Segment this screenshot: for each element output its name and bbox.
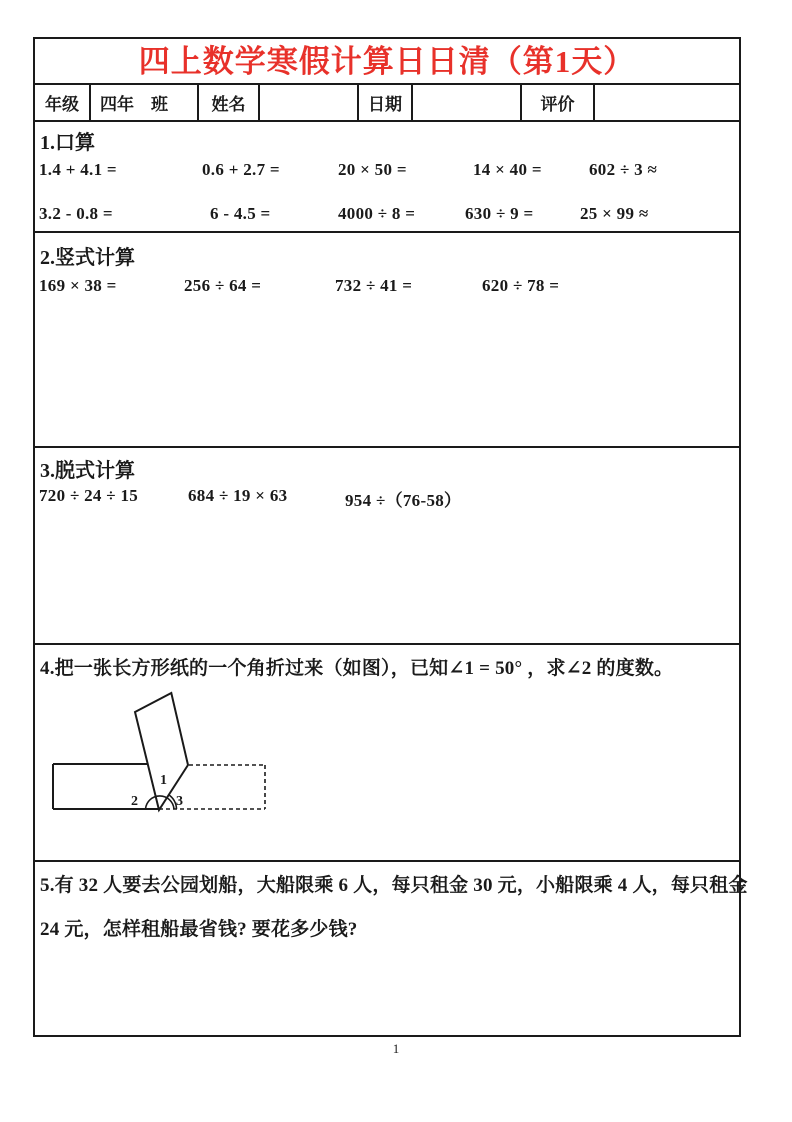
- angle-label-2: 2: [131, 794, 138, 809]
- oral-problem: 25 × 99 ≈: [580, 204, 649, 223]
- fold-figure: [45, 688, 280, 818]
- section-vertical-calc: [35, 233, 739, 448]
- vertical-problem: 620 ÷ 78 =: [482, 276, 560, 295]
- page-number: 1: [392, 1041, 400, 1056]
- stepwise-problem: 954 ÷（76-58）: [345, 491, 462, 510]
- oral-problem: 6 - 4.5 =: [210, 204, 271, 223]
- oral-problem: 20 × 50 =: [338, 160, 407, 179]
- angle-label-3: 3: [176, 794, 183, 809]
- oral-problem: 0.6 + 2.7 =: [202, 160, 280, 179]
- oral-problem: 602 ÷ 3 ≈: [589, 160, 658, 179]
- worksheet-table: [33, 37, 748, 1037]
- name-label-cell: 姓名: [199, 85, 260, 120]
- grade-label-cell: 年级: [35, 85, 91, 120]
- oral-problem: 4000 ÷ 8 =: [338, 204, 416, 223]
- grade-value-cell: 四年 班: [91, 85, 199, 120]
- fold-problem-text: 4.把一张长方形纸的一个角折过来（如图），已知∠1 = 50° ，求∠2 的度数。: [40, 658, 674, 679]
- date-value-cell: [413, 85, 522, 120]
- stepwise-problem: 684 ÷ 19 × 63: [188, 486, 288, 505]
- section-oral-calc: [35, 122, 739, 233]
- section-oral-heading: 1.口算: [40, 132, 95, 154]
- vertical-problem: 256 ÷ 64 =: [184, 276, 262, 295]
- vertical-problem: 169 × 38 =: [39, 276, 117, 295]
- info-row: [35, 85, 739, 122]
- title-row: [35, 39, 739, 85]
- eval-value-cell: [595, 85, 739, 120]
- angle-label-1: 1: [160, 773, 167, 788]
- section-vertical-heading: 2.竖式计算: [40, 247, 135, 269]
- oral-problem: 1.4 + 4.1 =: [39, 160, 117, 179]
- section-stepwise-heading: 3.脱式计算: [40, 460, 135, 482]
- boat-problem-line1: 5.有 32 人要去公园划船，大船限乘 6 人，每只租金 30 元，小船限乘 4 人，每只租金: [40, 875, 748, 896]
- folded-flap: [135, 693, 188, 810]
- section-stepwise-calc: [35, 448, 739, 645]
- oral-problem: 630 ÷ 9 =: [465, 204, 534, 223]
- oral-problem: 14 × 40 =: [473, 160, 542, 179]
- section-boat-problem: [35, 862, 748, 1037]
- vertical-problem: 732 ÷ 41 =: [335, 276, 413, 295]
- name-value-cell: [260, 85, 359, 120]
- boat-problem-line2: 24 元，怎样租船最省钱? 要花多少钱?: [40, 919, 358, 940]
- rectangle-solid-edges: [53, 764, 159, 809]
- eval-label-cell: 评价: [522, 85, 595, 120]
- section-fold-problem: [35, 645, 739, 862]
- date-label-cell: 日期: [359, 85, 413, 120]
- oral-problem: 3.2 - 0.8 =: [39, 204, 113, 223]
- page-title: 四上数学寒假计算日日清（第1天）: [138, 43, 636, 79]
- stepwise-problem: 720 ÷ 24 ÷ 15: [39, 486, 139, 505]
